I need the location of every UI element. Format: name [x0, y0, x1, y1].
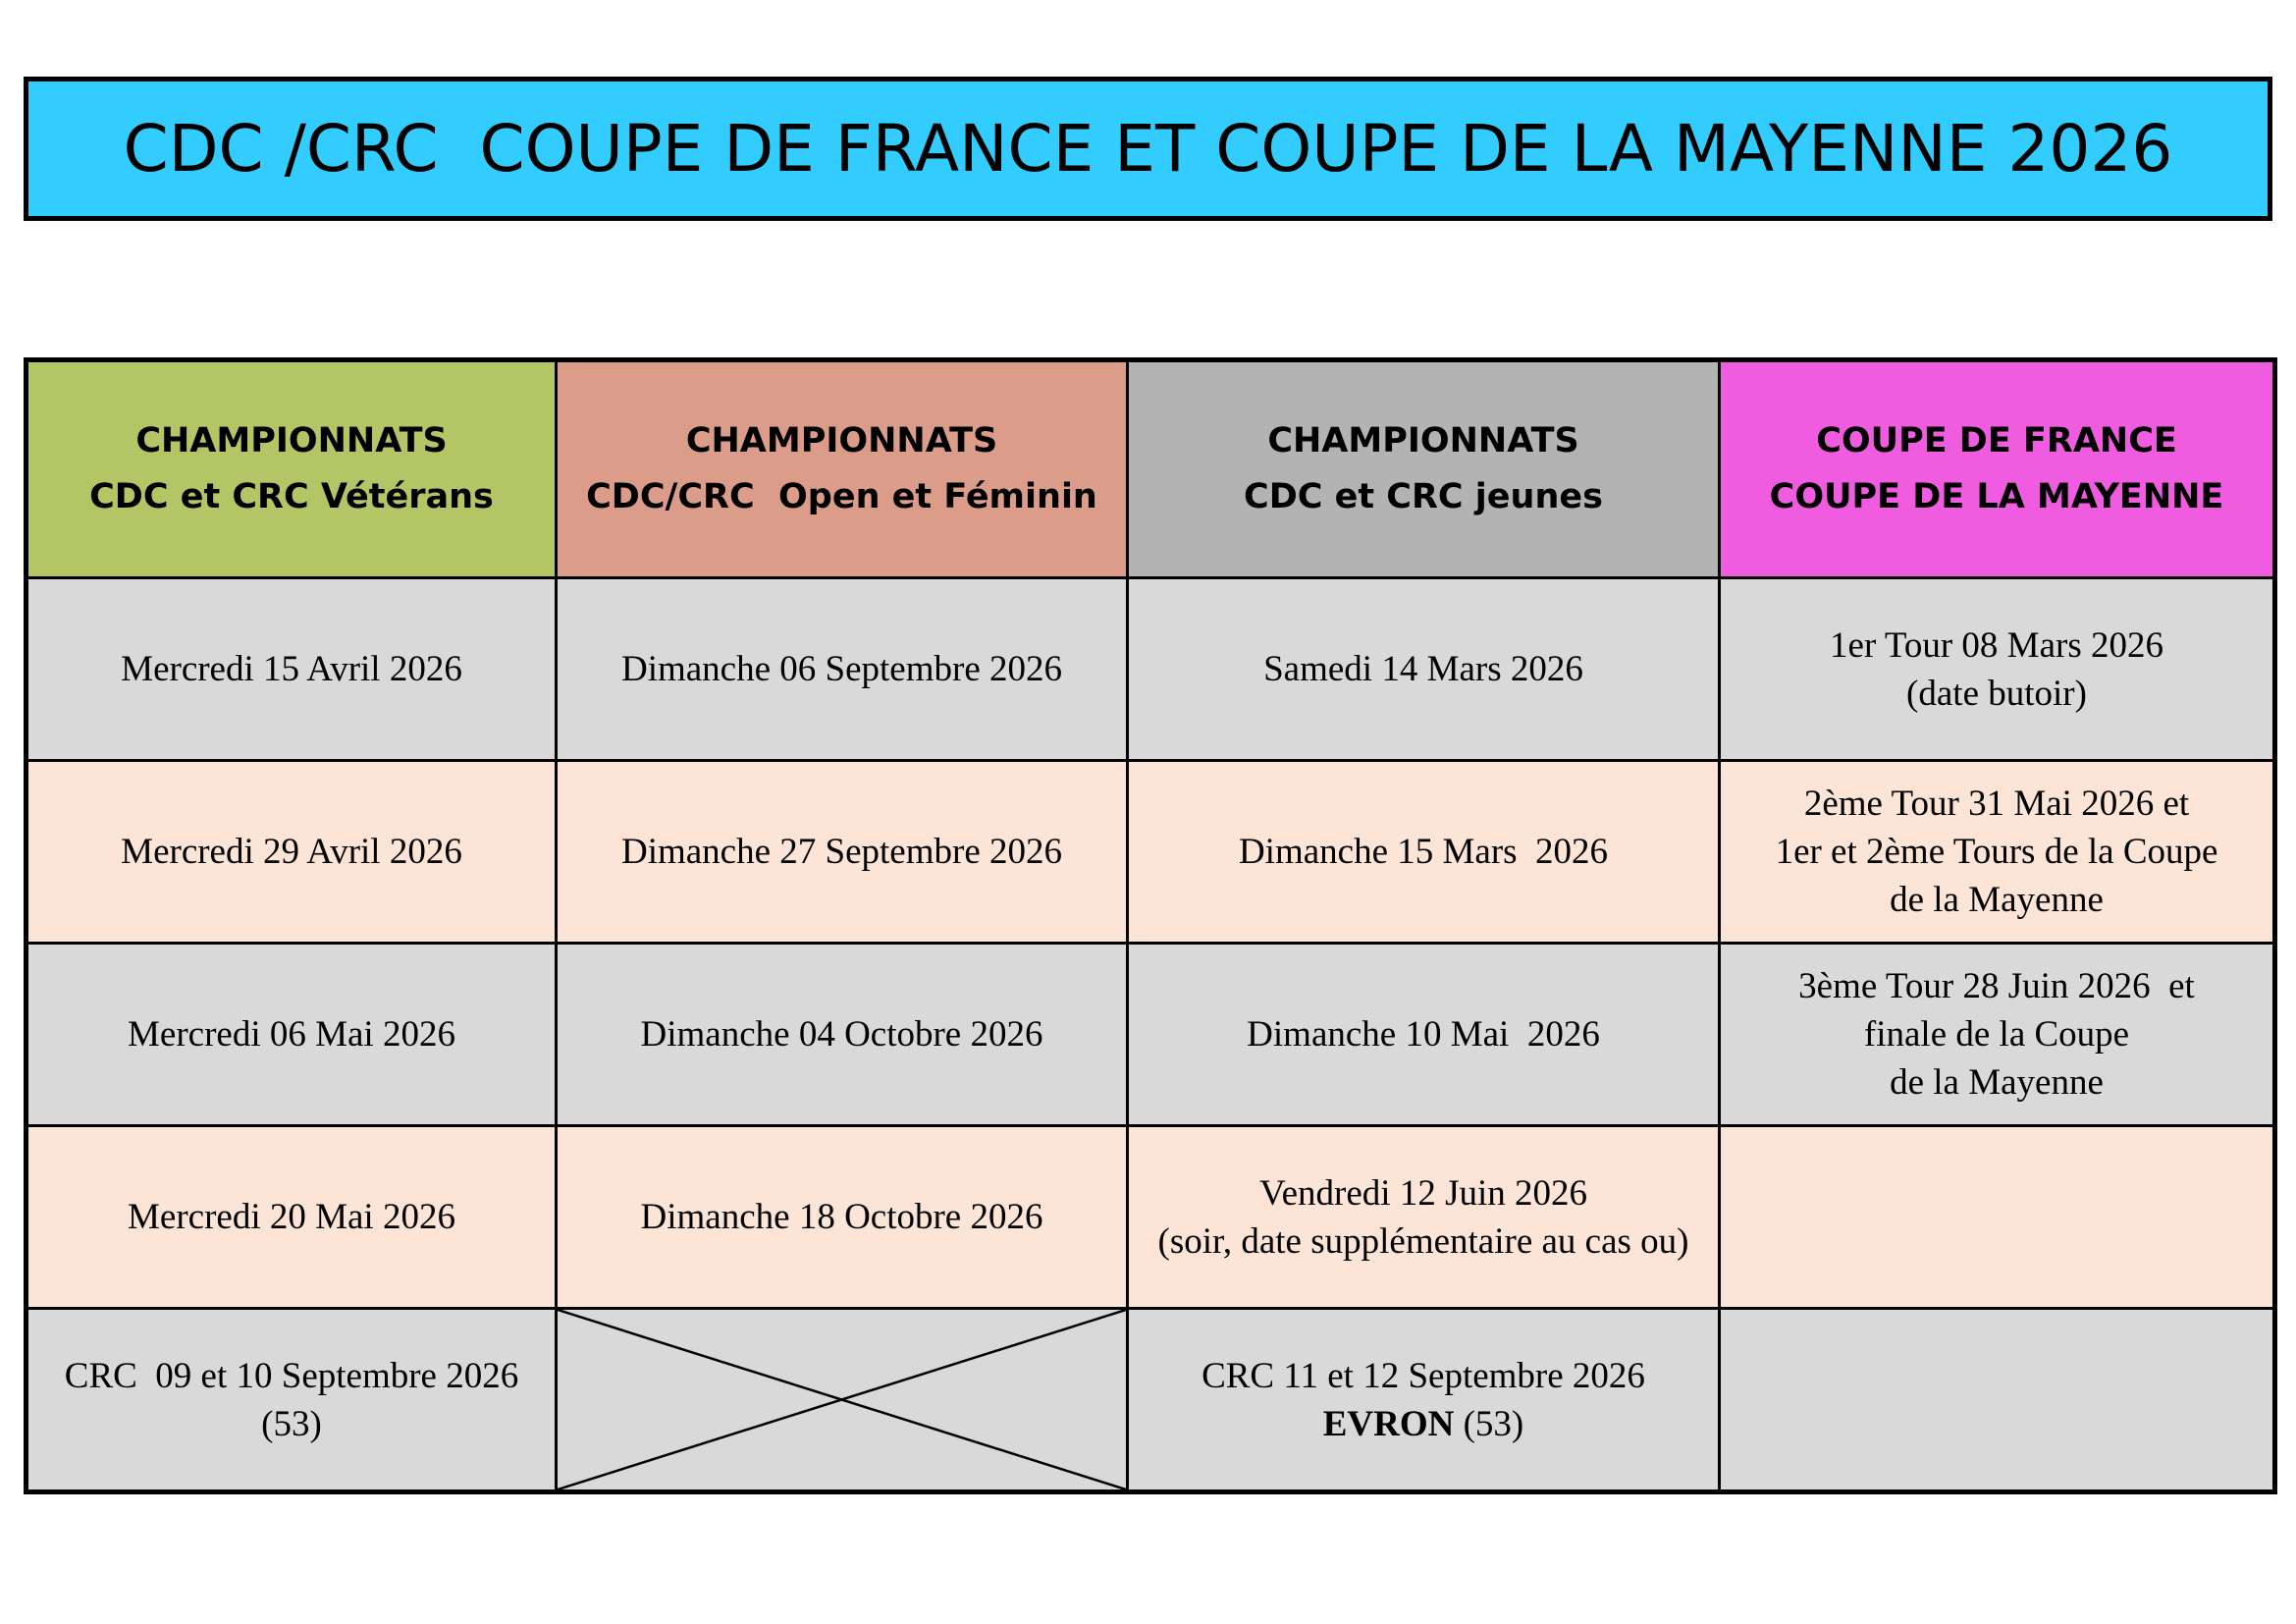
cell-text: CRC 11 et 12 Septembre 2026: [1201, 1355, 1645, 1396]
cell-open: [557, 578, 1128, 761]
cell-text: Dimanche 10 Mai 2026: [1247, 1014, 1600, 1055]
cell-text: Dimanche 18 Octobre 2026: [640, 1197, 1043, 1237]
title-banner: [24, 77, 2272, 221]
cell-jeunes: [1128, 944, 1720, 1126]
header-open-line2: CDC/CRC Open et Féminin: [586, 477, 1097, 516]
table-row: [27, 761, 2275, 944]
table-row: [27, 1309, 2275, 1492]
cell-text: Mercredi 15 Avril 2026: [121, 649, 462, 689]
cell-text: Dimanche 27 Septembre 2026: [620, 832, 1063, 872]
cell-coupe-empty: [1720, 1126, 2275, 1309]
cell-text: 1er Tour 08 Mars 2026: [1830, 624, 2163, 666]
header-open-feminin: [557, 360, 1128, 578]
cell-open-crossed-out: [557, 1309, 1128, 1492]
header-veterans-line1: CHAMPIONNATS: [135, 421, 448, 460]
cell-text: Mercredi 20 Mai 2026: [128, 1197, 455, 1237]
table-row: [27, 1126, 2275, 1309]
cell-text: Mercredi 06 Mai 2026: [128, 1014, 455, 1055]
evron-bold: EVRON: [1322, 1403, 1455, 1444]
cell-coupe: [1720, 944, 2275, 1126]
header-coupe: [1720, 360, 2275, 578]
cell-jeunes: [1128, 578, 1720, 761]
header-veterans: [27, 360, 557, 578]
header-veterans-line2: CDC et CRC Vétérans: [89, 477, 494, 516]
header-row: [27, 360, 2275, 578]
cell-text: Dimanche 15 Mars 2026: [1238, 832, 1609, 872]
cell-open: [557, 761, 1128, 944]
table-row: [27, 578, 2275, 761]
cell-veterans: [27, 1126, 557, 1309]
cell-coupe-empty: [1720, 1309, 2275, 1492]
cell-text: Mercredi 29 Avril 2026: [121, 832, 462, 872]
cell-veterans: [27, 944, 557, 1126]
cell-open: [557, 1126, 1128, 1309]
header-open-line1: CHAMPIONNATS: [685, 421, 998, 460]
cell-text: Dimanche 04 Octobre 2026: [640, 1014, 1043, 1055]
cell-jeunes: [1128, 761, 1720, 944]
cell-text: Dimanche 06 Septembre 2026: [620, 649, 1063, 689]
cell-veterans: [27, 578, 557, 761]
cell-coupe: [1720, 761, 2275, 944]
table-row: [27, 944, 2275, 1126]
cell-text: de la Mayenne: [1890, 880, 2104, 920]
cell-text: (53): [261, 1403, 322, 1444]
cell-jeunes: [1128, 1309, 1720, 1492]
cell-open: [557, 944, 1128, 1126]
header-jeunes: [1128, 360, 1720, 578]
cell-veterans: [27, 761, 557, 944]
cell-text: de la Mayenne: [1890, 1062, 2104, 1103]
cell-jeunes: [1128, 1126, 1720, 1309]
cell-text: Samedi 14 Mars 2026: [1263, 649, 1583, 689]
cross-mark-icon: [558, 1310, 1126, 1489]
cell-text: 2ème Tour 31 Mai 2026 et: [1803, 784, 2190, 824]
cell-text-evron: [1135, 1400, 1712, 1448]
cell-veterans: [27, 1309, 557, 1492]
cell-text: 1er et 2ème Tours de la Coupe: [1775, 832, 2218, 872]
cell-text: (date butoir): [1906, 673, 2087, 714]
header-coupe-line1: COUPE DE FRANCE: [1816, 421, 2177, 460]
header-coupe-line2: COUPE DE LA MAYENNE: [1769, 477, 2224, 516]
cell-text: CRC 09 et 10 Septembre 2026: [64, 1355, 519, 1396]
schedule-table: [24, 357, 2277, 1494]
header-jeunes-line1: CHAMPIONNATS: [1267, 421, 1579, 460]
cell-text: Vendredi 12 Juin 2026: [1259, 1172, 1587, 1214]
evron-suffix: (53): [1454, 1403, 1524, 1444]
cell-coupe: [1720, 578, 2275, 761]
cell-text: 3ème Tour 28 Juin 2026 et: [1798, 966, 2195, 1006]
page-title: CDC /CRC COUPE DE FRANCE ET COUPE DE LA MAYENNE 2026: [123, 111, 2173, 187]
header-jeunes-line2: CDC et CRC jeunes: [1244, 477, 1603, 516]
cell-text: finale de la Coupe: [1863, 1014, 2130, 1055]
cell-text: (soir, date supplémentaire au cas ou): [1157, 1220, 1689, 1262]
